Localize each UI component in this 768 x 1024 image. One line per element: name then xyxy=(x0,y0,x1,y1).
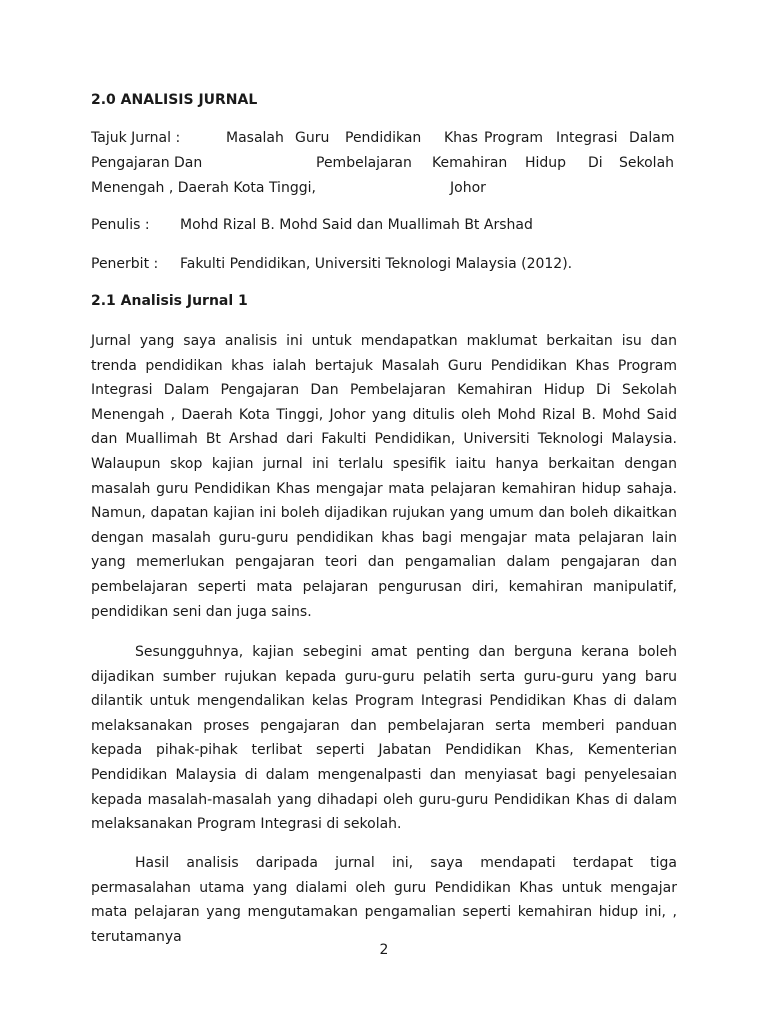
tajuk-word: Khas xyxy=(444,130,478,146)
tajuk-word: Pembelajaran xyxy=(316,155,412,171)
tajuk-word: Di xyxy=(588,155,603,171)
tajuk-word: Pengajaran Dan xyxy=(91,155,203,171)
penerbit-value: Fakulti Pendidikan, Universiti Teknologi Malaysia (2012). xyxy=(180,256,573,272)
tajuk-line-2 xyxy=(91,155,677,179)
section-heading: 2.0 ANALISIS JURNAL xyxy=(91,92,258,108)
subsection-heading: 2.1 Analisis Jurnal 1 xyxy=(91,293,248,309)
tajuk-word: Kemahiran xyxy=(432,155,508,171)
penulis-label: Penulis : xyxy=(91,217,150,233)
tajuk-word: Pendidikan xyxy=(345,130,422,146)
tajuk-word: Program xyxy=(484,130,544,146)
tajuk-word: Hidup xyxy=(525,155,567,171)
tajuk-word: Johor xyxy=(450,180,486,196)
body-paragraph-1: Jurnal yang saya analisis ini untuk mendapatkan maklumat berkaitan isu dan trenda pendidikan khas ialah bertajuk Masalah Guru Pendidikan Khas Program Integrasi Dalam Pengajaran Dan Pembelajaran Kemahiran Hidup Di Sekolah Menengah , Daerah Kota Tinggi, Johor yang ditulis oleh Mohd Rizal B. Mohd Said dan Muallimah Bt Arshad dari Fakulti Pendidikan, Universiti Teknologi Malaysia. Walaupun skop kajian jurnal ini terlalu spesifik iaitu hanya berkaitan dengan masalah guru Pendidikan Khas mengajar mata pelajaran kemahiran hidup sahaja. Namun, dapatan kajian ini boleh dijadikan rujukan yang umum dan boleh dikaitkan dengan masalah guru-guru pendidikan khas bagi mengajar mata pelajaran lain yang memerlukan pengajaran teori dan pengamalian dalam pengajaran dan pembelajaran seperti mata pelajaran pengurusan diri, kemahiran manipulatif, pendidikan seni dan juga sains. xyxy=(91,333,677,620)
body-paragraph-2: Sesungguhnya, kajian sebegini amat penting dan berguna kerana boleh dijadikan sumber rujukan kepada guru-guru pelatih serta guru-guru yang baru dilantik untuk mengendalikan kelas Program Integrasi Pendidikan Khas di dalam melaksanakan proses pengajaran dan pembelajaran serta memberi panduan kepada pihak-pihak terlibat seperti Jabatan Pendidikan Khas, Kementerian Pendidikan Malaysia di dalam mengenalpasti dan menyiasat bagi penyelesaian kepada masalah-masalah yang dihadapi oleh guru-guru Pendidikan Khas di dalam melaksanakan Program Integrasi di sekolah. xyxy=(91,644,677,833)
page-number: 2 xyxy=(379,942,389,958)
tajuk-word: Menengah , Daerah Kota Tinggi, xyxy=(91,180,316,196)
tajuk-word: Masalah xyxy=(226,130,284,146)
tajuk-label: Tajuk Jurnal : xyxy=(91,130,181,146)
tajuk-word: Guru xyxy=(295,130,330,146)
tajuk-line-1 xyxy=(91,130,677,154)
tajuk-word: Sekolah xyxy=(619,155,675,171)
body-paragraph-3: Hasil analisis daripada jurnal ini, saya mendapati terdapat tiga permasalahan utama yang dialami oleh guru Pendidikan Khas untuk mengajar mata pelajaran yang mengutamakan pengamalian seperti kemahiran hidup ini, , terutamanya xyxy=(91,855,677,945)
penulis-value: Mohd Rizal B. Mohd Said dan Muallimah Bt Arshad xyxy=(180,217,533,233)
tajuk-word: Integrasi xyxy=(556,130,618,146)
penerbit-label: Penerbit : xyxy=(91,256,159,272)
tajuk-word: Dalam xyxy=(629,130,675,146)
tajuk-line-3 xyxy=(91,180,677,204)
